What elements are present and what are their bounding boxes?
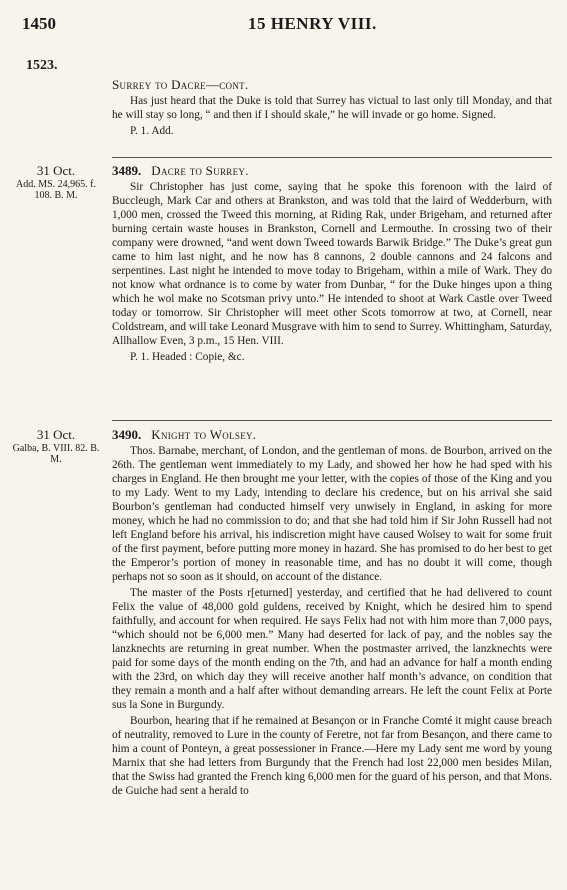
margin-note xyxy=(10,164,102,201)
entry-number: 3489. xyxy=(112,163,142,178)
paragraph: Bourbon, hearing that if he remained at Besançon or in Franche Comté it might cause breach of neutrality, removed to Lure in the county of Feretre, not far from Besançon, and there came to him a count of Ponteyn, a great possessioner in France.—Here my Lady sent me word by young Marnix that she had letters from Burgundy that the French had lost 22,000 men besides Milan, that the Swiss had granted the French king 6,000 men for the guard of his person, and that Mons. de Guiche had sent a herald to xyxy=(112,715,552,797)
entry-text: Has just heard that the Duke is told that Surrey has victual to last only till Monday, and that he will stay so long, “ and then if I should skale,” he will invade or go home. Signed. xyxy=(112,95,552,121)
entry-title: Dacre to Surrey. xyxy=(151,163,249,178)
entry-heading xyxy=(112,164,552,178)
section-divider xyxy=(112,420,552,421)
page-number: 1450 xyxy=(22,14,56,33)
margin-note xyxy=(10,428,102,465)
paragraph: The master of the Posts r[eturned] yesterday, and certified that he had delivered to count Felix the value of 48,000 gold guldens, received by Knight, which he desired him to spend faithfully, and account for when required. He says Felix had not with him more than 7,000 pays, “which should not be 6,000 men.” Many had deserted for lack of pay, and the nobles say the lanzknechts are returning in great number. When the postmaster arrived, the lanzknechts were paid for some days of the month ending on the 7th, and had an advance for half a month ending with the 23rd, on which day they will receive another half month’s advance, on condition that they remain a month and a half after without demanding arrears. He left the count Felix at Porte sus la Sone in Burgundy. xyxy=(112,587,552,711)
entry-title: Knight to Wolsey. xyxy=(151,427,257,442)
running-title: 15 HENRY VIII. xyxy=(248,14,377,33)
section-divider xyxy=(112,157,552,158)
entry-heading xyxy=(112,428,552,442)
entry-date: 31 Oct. xyxy=(36,163,76,178)
manuscript-reference: Add. MS. 24,965. f. 108. B. M. xyxy=(15,179,96,201)
paragraph: Thos. Barnabe, merchant, of London, and the gentleman of mons. de Bourbon, arrived on the 26th. The gentleman went immediately to my Lady, and showed her how he had sped with his charges in England. He then brought me your letter, with the copies of those of the King and you to my Lady. Went to my Lady, intending to declare his credence, but on his arrival she said Bourbon’s gentleman had conducted himself very unwisely in England, in asking for more money, which he had no commission to do; and that she had told him if Sir John Russell had not left England before his arrival, his indiscretion might have caused Wolsey to wait for some fruit of the first payment, before putting more money in hazard. She has promised to do her best to get the Emperor’s portion of money in reasonable time, and has no doubt it will come, though perhaps not so soon as it should, on account of the distance. xyxy=(112,445,552,583)
entry-meta: P. 1. Headed : Copie, &c. xyxy=(130,351,245,363)
entry-heading: Surrey to Dacre—cont. xyxy=(112,77,249,92)
manuscript-reference: Galba, B. VIII. 82. B. M. xyxy=(12,443,100,465)
year-label: 1523. xyxy=(26,58,58,73)
entry-number: 3490. xyxy=(112,427,142,442)
entry-date: 31 Oct. xyxy=(36,427,76,442)
entry-text: Sir Christopher has just come, saying that he spoke this forenoon with the laird of Buccleugh, Mark Car and others at Brankston, and was told that the laird of Wedderburn, with 1,000 men, crossed the Tweed this morning, at Riding Rak, under Brigeham, and returned after burning certain waste houses in Brankston, Cornell and Lermouthe. In crossing two of their company were drowned, “and went down Tweed towards Barwik Bridge.” The Duke’s great gun came to him last night, and he now has 8 cannons, 2 double cannons and 24 falcons and serpentines. Last night he intended to move today to Brigeham, within a mile of Wark. They do not know what ordnance is to come by water from Dunbar, “ for the Duke hinges upon a thing which he wol make no Scotsman privy unto.” He intended to shoot at Wark Castle over Tweed today or tomorrow. Sir Christopher will meet other Scots tomorrow at two, at Cornell, near Coldstream, and will take Leonard Musgrave with him to send to Surrey. Whittingham, Saturday, Allhallow Even, 3 p.m., 15 Hen. VIII. xyxy=(112,181,552,347)
entry-meta: P. 1. Add. xyxy=(130,125,174,137)
